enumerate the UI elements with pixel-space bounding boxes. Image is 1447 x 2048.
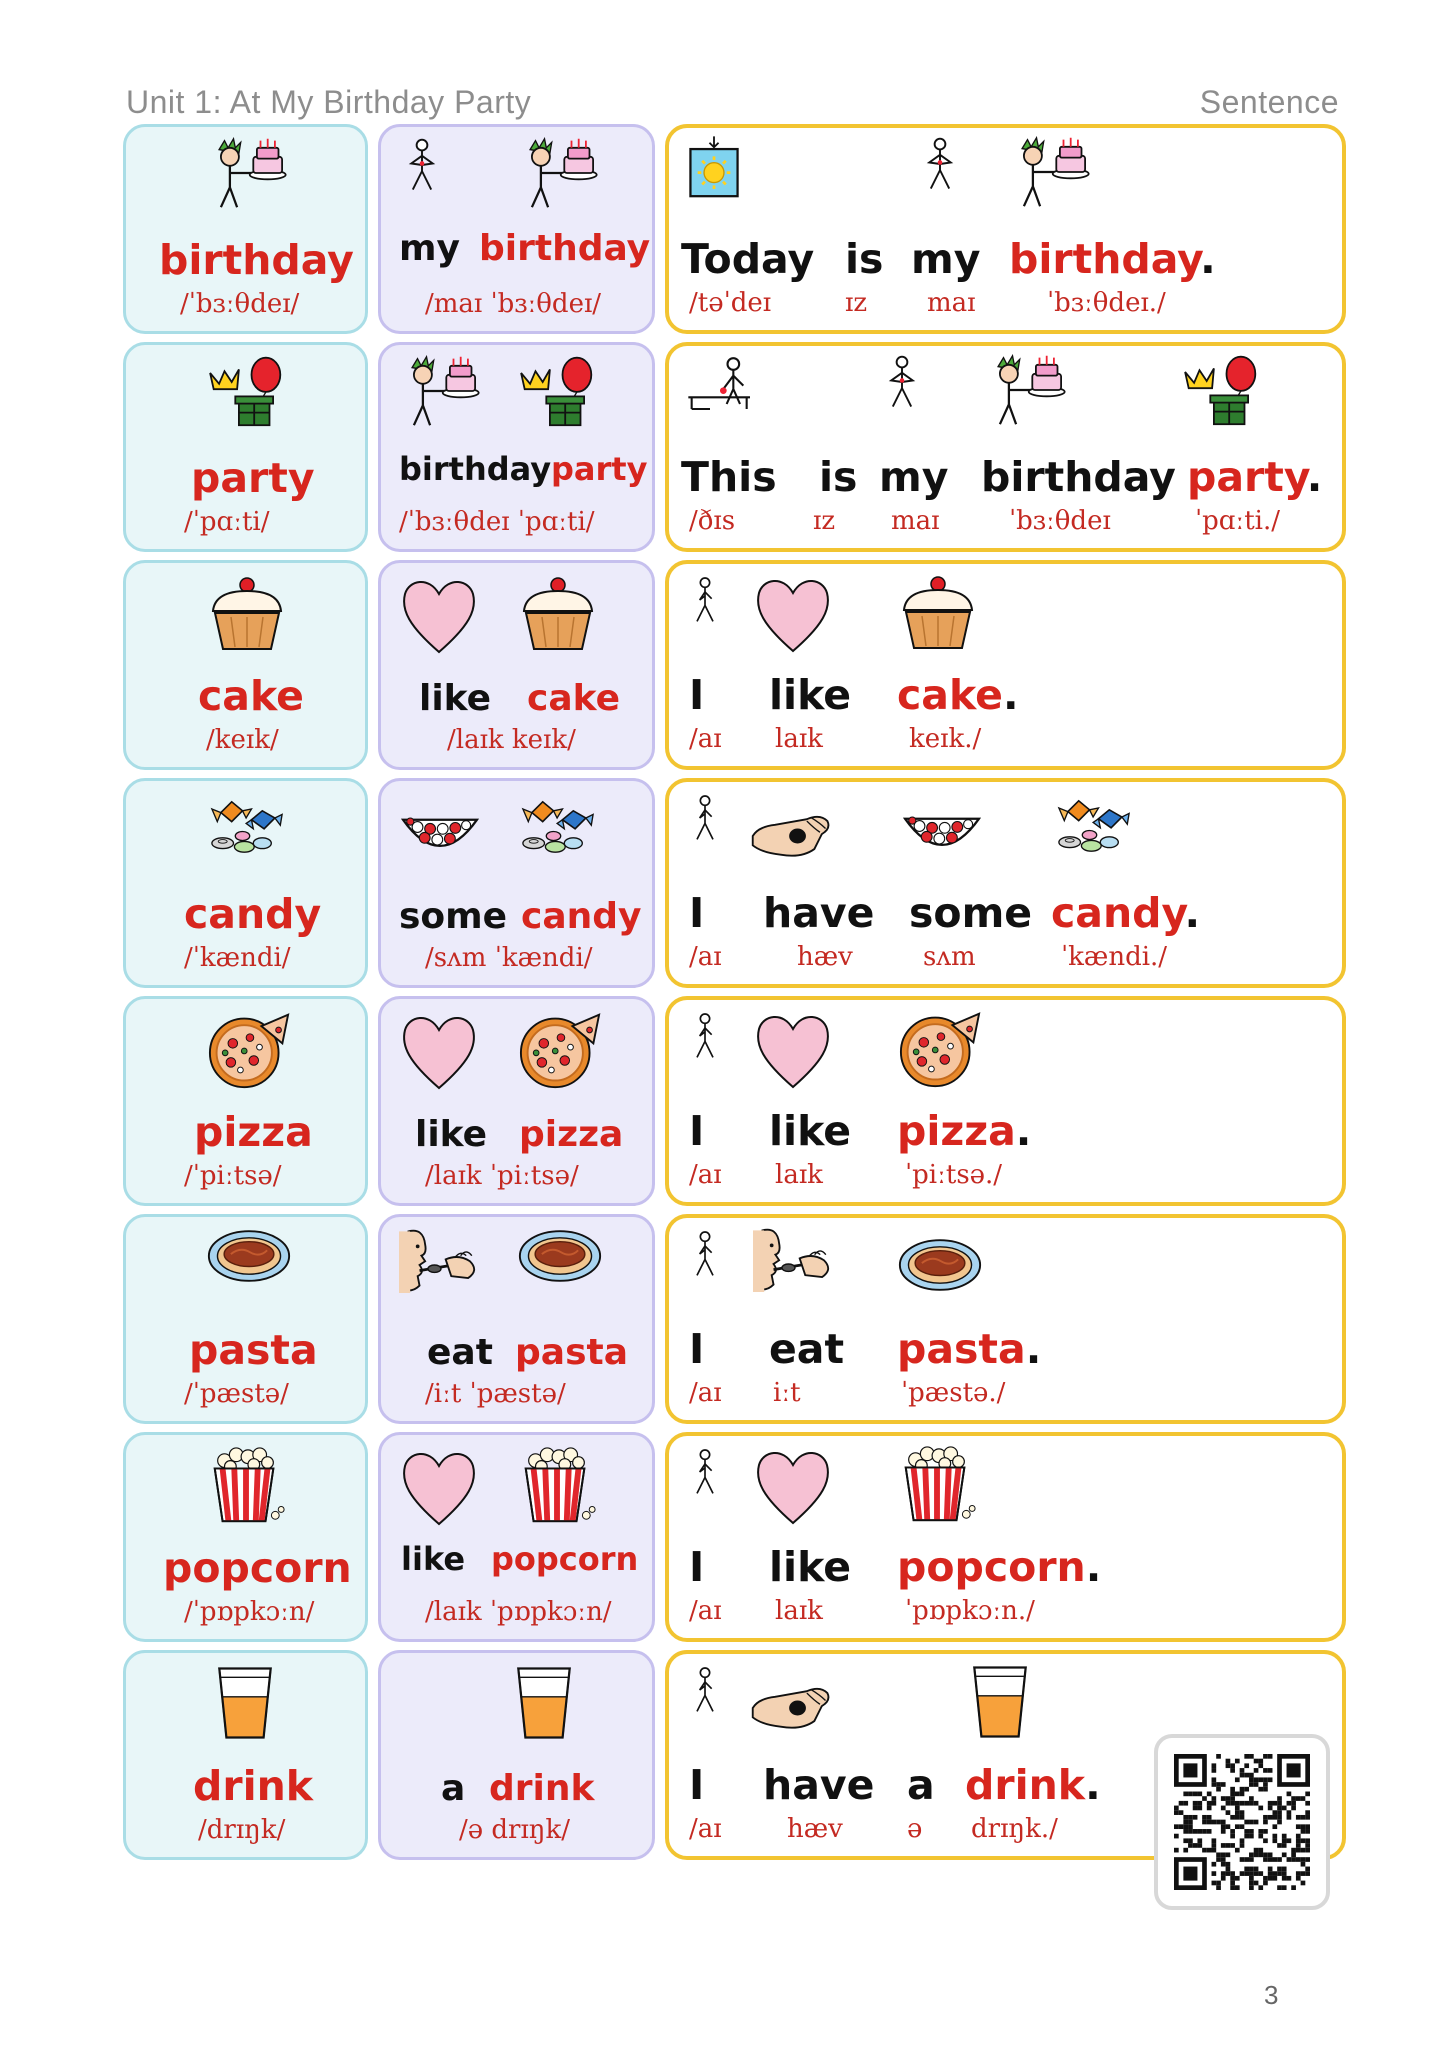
birthday-icon [206,137,288,213]
sentence-ipa: ˈkændi./ [1061,942,1168,972]
sentence-ipa: ˈbɜːθdeɪ [1009,506,1111,536]
phrase-ipa: /laɪk ˈpiːtsə/ [425,1161,579,1191]
sentence-word: I [689,1543,705,1591]
sentence-card[interactable] [665,1214,1346,1424]
sentence-ipa: hæv [797,942,853,972]
phrase-card[interactable] [378,778,655,988]
sentence-word: have [763,889,875,937]
sentence-word: drink. [965,1761,1101,1809]
sentence-ipa: ə [907,1814,923,1844]
section-label: Sentence [1199,84,1339,120]
phrase-word: birthday [479,228,651,269]
phrase-word: candy [521,896,642,937]
have-hand-icon [749,808,833,868]
sentence-ipa: maɪ [927,288,976,318]
sentence-word: pasta. [897,1325,1042,1373]
phrase-word: party [551,450,648,488]
popcorn-icon [517,1445,597,1533]
me-figure-icon [879,354,925,414]
vocab-ipa: /ˈpɒpkɔːn/ [184,1597,315,1627]
vocab-word: candy [184,890,322,938]
me-figure-icon [399,137,445,197]
sentence-ipa: ɪz [813,506,836,536]
sentence-ipa: /aɪ [689,724,722,754]
phrase-ipa: /laɪk keɪk/ [447,725,576,755]
sentence-word: birthday [981,453,1176,501]
sentence-ipa: /ðɪs [689,506,736,536]
sentence-ipa: ˈbɜːθdeɪ./ [1047,288,1166,318]
phrase-word: like [419,678,492,719]
sentence-card[interactable] [665,1432,1346,1642]
popcorn-icon [206,1445,286,1533]
drink-icon [969,1662,1031,1746]
phrase-word: popcorn [491,1540,639,1578]
phrase-card[interactable] [378,342,655,552]
heart-icon [753,572,833,658]
sentence-word: is [819,453,858,501]
phrase-word: a [441,1768,466,1809]
pasta-icon [206,1227,292,1289]
vocab-ipa: /ˈpɑːti/ [184,507,270,537]
sentence-word: is [845,235,884,283]
cake-icon [206,573,288,657]
sentence-card[interactable] [665,560,1346,770]
i-figure-icon [685,1662,725,1722]
sentence-word: like [769,1107,852,1155]
phrase-word: eat [427,1332,493,1373]
vocab-word: cake [198,672,304,720]
unit-title: Unit 1: At My Birthday Party [126,84,532,120]
sentence-word: I [689,889,705,937]
sentence-ipa: ˈpɑːti./ [1195,506,1280,536]
some-bowl-icon [901,808,983,866]
i-figure-icon [685,1444,725,1504]
heart-icon [753,1444,833,1530]
vocab-card[interactable] [123,1432,368,1642]
vocab-word: drink [193,1762,314,1810]
sentence-ipa: laɪk [775,1596,823,1626]
vocab-ipa: /keɪk/ [206,725,279,755]
vocab-ipa: /ˈpiːtsə/ [184,1161,282,1191]
sentence-word: birthday. [1009,235,1216,283]
sentence-ipa: /aɪ [689,1814,722,1844]
some-bowl-icon [399,809,481,867]
sentence-word: popcorn. [897,1543,1102,1591]
sentence-word: eat [769,1325,845,1373]
phrase-word: like [401,1540,466,1578]
sentence-card[interactable] [665,342,1346,552]
this-pointing-icon [685,354,755,418]
sun-today-icon [685,136,743,206]
vocab-word: birthday [159,236,354,284]
phrase-word: some [399,896,508,937]
sentence-word: cake. [897,671,1019,719]
vocab-card[interactable] [123,1214,368,1424]
sentence-word: like [769,671,852,719]
vocab-card[interactable] [123,778,368,988]
pizza-icon [206,1009,292,1095]
vocab-card[interactable] [123,124,368,334]
sentence-ipa: sʌm [923,942,976,972]
sentence-ipa: laɪk [775,1160,823,1190]
sentence-word: some [909,889,1033,937]
cake-icon [517,573,599,657]
i-figure-icon [685,790,725,850]
phrase-card[interactable] [378,1650,655,1860]
sentence-word: party. [1187,453,1323,501]
phrase-card[interactable] [378,560,655,770]
phrase-ipa: /ə drɪŋk/ [459,1815,571,1845]
sentence-word: like [769,1543,852,1591]
sentence-word: my [911,235,981,283]
vocab-card[interactable] [123,342,368,552]
vocab-ipa: /ˈbɜːθdeɪ/ [180,289,300,319]
page-number: 3 [1264,1980,1279,2010]
sentence-card[interactable] [665,778,1346,988]
heart-icon [399,573,479,659]
i-figure-icon [685,572,725,632]
cake-icon [897,572,979,656]
vocab-ipa: /drɪŋk/ [198,1815,286,1845]
sentence-word: This [681,453,777,501]
sentence-word: a [907,1761,935,1809]
vocab-ipa: /ˈkændi/ [184,943,291,973]
sentence-ipa: maɪ [891,506,940,536]
phrase-ipa: /maɪ ˈbɜːθdeɪ/ [425,289,602,319]
sentence-word: I [689,671,705,719]
party-icon [206,355,288,431]
vocab-word: popcorn [163,1544,352,1592]
phrase-word: cake [527,678,621,719]
party-icon [1181,354,1263,430]
phrase-ipa: /iːt ˈpæstə/ [425,1379,566,1409]
sentence-word: Today [681,235,815,283]
phrase-word: pasta [515,1332,628,1373]
drink-icon [513,1663,575,1747]
sentence-ipa: ˈpæstə./ [901,1378,1006,1408]
me-figure-icon [917,136,963,196]
candy-icon [206,791,288,867]
qr-code-icon[interactable] [1154,1734,1330,1910]
pizza-icon [897,1008,983,1094]
birthday-icon [1009,136,1091,212]
sentence-ipa: /aɪ [689,1378,722,1408]
sentence-word: pizza. [897,1107,1032,1155]
popcorn-icon [897,1444,977,1532]
birthday-icon [399,355,481,431]
birthday-icon [517,137,599,213]
sentence-word: candy. [1051,889,1201,937]
sentence-word: I [689,1761,705,1809]
birthday-icon [985,354,1067,430]
sentence-ipa: ɪz [845,288,868,318]
heart-icon [753,1008,833,1094]
sentence-ipa: /təˈdeɪ [689,288,772,318]
phrase-card[interactable] [378,1214,655,1424]
candy-icon [1053,790,1135,866]
sentence-card[interactable] [665,124,1346,334]
sentence-ipa: drɪŋk./ [971,1814,1058,1844]
sentence-word: I [689,1325,705,1373]
eat-icon [753,1226,837,1306]
sentence-card[interactable] [665,996,1346,1206]
vocab-word: party [191,454,315,502]
pasta-icon [897,1236,983,1298]
phrase-card[interactable] [378,1432,655,1642]
candy-icon [517,791,599,867]
vocab-word: pizza [194,1108,313,1156]
sentence-ipa: /aɪ [689,942,722,972]
vocab-ipa: /ˈpæstə/ [184,1379,289,1409]
pasta-icon [517,1227,603,1289]
sentence-word: I [689,1107,705,1155]
phrase-word: my [399,228,460,269]
phrase-word: pizza [519,1114,624,1155]
drink-icon [214,1663,276,1747]
sentence-ipa: keɪk./ [909,724,982,754]
phrase-card[interactable] [378,124,655,334]
phrase-ipa: /sʌm ˈkændi/ [425,943,593,973]
phrase-card[interactable] [378,996,655,1206]
vocab-card[interactable] [123,560,368,770]
pizza-icon [517,1009,603,1095]
sentence-ipa: ˈpiːtsə./ [905,1160,1003,1190]
sentence-ipa: ˈpɒpkɔːn./ [905,1596,1035,1626]
phrase-word: birthday [399,450,552,488]
vocab-card[interactable] [123,1650,368,1860]
sentence-ipa: /aɪ [689,1596,722,1626]
phrase-word: drink [489,1768,595,1809]
party-icon [517,355,599,431]
heart-icon [399,1009,479,1095]
i-figure-icon [685,1226,725,1286]
sentence-word: have [763,1761,875,1809]
have-hand-icon [749,1680,833,1740]
phrase-word: like [415,1114,488,1155]
sentence-word: my [879,453,949,501]
vocab-card[interactable] [123,996,368,1206]
sentence-ipa: hæv [787,1814,843,1844]
sentence-ipa: laɪk [775,724,823,754]
i-figure-icon [685,1008,725,1068]
sentence-ipa: iːt [773,1378,801,1408]
vocab-word: pasta [189,1326,318,1374]
phrase-ipa: /laɪk ˈpɒpkɔːn/ [425,1597,612,1627]
eat-icon [399,1227,483,1307]
phrase-ipa: /ˈbɜːθdeɪ ˈpɑːti/ [399,507,595,537]
heart-icon [399,1445,479,1531]
sentence-ipa: /aɪ [689,1160,722,1190]
